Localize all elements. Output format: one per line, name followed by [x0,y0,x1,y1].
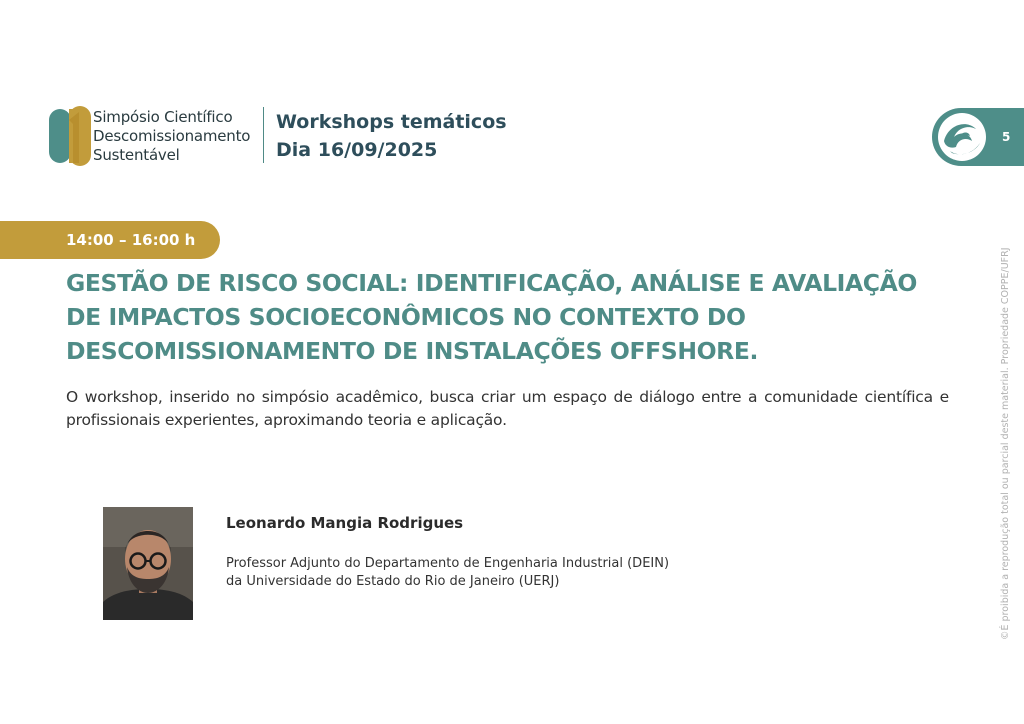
header-title-line-1: Workshops temáticos [276,111,507,133]
header-title-line-2: Dia 16/09/2025 [276,139,438,161]
session-time-badge [0,221,220,259]
speaker-role-line-2: da Universidade do Estado do Rio de Janeiro (UERJ) [226,574,560,589]
logo-line-2: Descomissionamento [93,127,251,145]
symposium-logo-icon [49,106,91,166]
page-number: 5 [1002,130,1011,144]
session-description: O workshop, inserido no simpósio acadêmico, busca criar um espaço de diálogo entre a comunidade científica e profissionais experientes, aproximando teoria e aplicação. [66,388,949,429]
speaker-affiliation [226,555,669,591]
wave-emblem-icon [936,111,988,163]
speaker-name: Leonardo Mangia Rodrigues [226,514,464,532]
speaker-portrait-icon [103,507,193,620]
logo-line-1: Simpósio Científico [93,108,233,126]
page-number-tab [932,108,1024,166]
logo-line-3: Sustentável [93,146,180,164]
symposium-logo-text [93,108,250,165]
speaker-photo [103,507,193,620]
session-time: 14:00 – 16:00 h [66,231,196,249]
session-title: GESTÃO DE RISCO SOCIAL: IDENTIFICAÇÃO, ANÁLISE E AVALIAÇÃO DE IMPACTOS SOCIOECONÔMICOS NO CONTEXTO DO DESCOMISSIONAMENTO DE INSTALAÇÕES OFFSHORE. [66,269,917,365]
header-title [276,108,507,164]
header-divider [263,107,264,163]
speaker-role-line-1: Professor Adjunto do Departamento de Engenharia Industrial (DEIN) [226,556,670,571]
copyright-notice: ©É proibida a reprodução total ou parcial deste material. Propriedade COPPE/UFRJ [1000,247,1011,640]
